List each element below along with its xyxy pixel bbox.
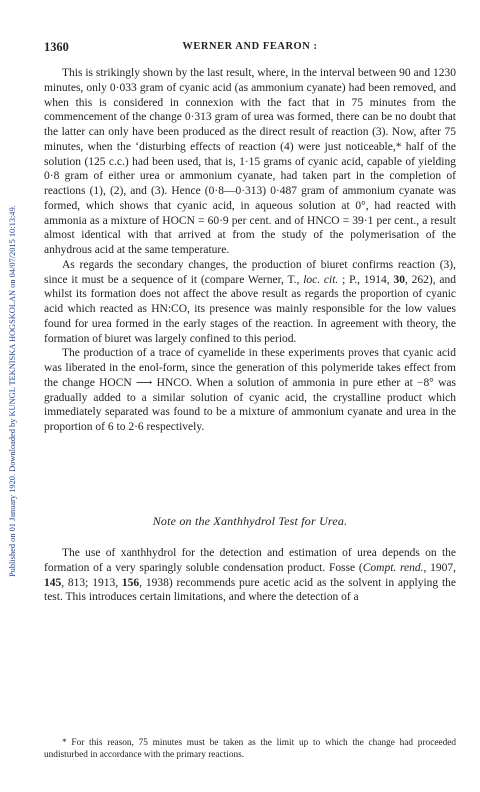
footnote: * For this reason, 75 minutes must be taken as the limit up to which the change had proceeded undisturbed in accordance with the primary reactions. [44, 738, 456, 760]
section-title: Note on the Xanthhydrol Test for Urea. [152, 514, 348, 528]
text-run: 30 [393, 273, 405, 286]
text-run: 145 [44, 576, 62, 589]
text-run: The production of a trace of cyamelide in these experiments proves that cyanic acid was liberated in the enol-form, since the generation of this polymeride takes effect from the change HOCN ⟶ HNCO. When a solution of ammonia in pure ether at −8° was gradually added to a similar solution of cyanic acid, the crystalline product which immediately separated was found to be a mixture of ammonium cyanate and urea in the proportion of 6 to 2·6 respectively. [44, 347, 456, 433]
section-body-text [44, 546, 456, 605]
paragraph [44, 546, 456, 605]
paragraph [44, 346, 456, 435]
text-run: As regards the secondary changes, the production of biuret confirms reaction (3), since it must be a sequence of it (compare Werner, T., [44, 258, 456, 286]
page-header [44, 40, 456, 56]
text-run: Compt. rend. [362, 561, 424, 574]
text-run: This is strikingly shown by the last result, where, in the interval between 90 and 1230 minutes, only 0·033 gram of cyanic acid (as ammonium cyanate) had been removed, and when this is considered in connexion with the fact that in 75 minutes from the commencement of the change 0·313 gram of urea was formed, there can be no doubt that the latter can only have been produced as the direct result of reaction (3). Now, after 75 minutes, when the ‘disturbing effects of reaction (4) were just noticeable,* half of the solution (125 c.c.) had been used, that is, 1·15 grams of cyanic acid, capable of yielding 0·8 gram of either urea or ammonium cyanate, had taken part in the completion of reactions (1), (2), and (3). Hence (0·8—0·313) 0·487 gram of ammonium cyanate was formed, which shows that cyanic acid, in aqueous solution at 0°, had reacted with ammonia as a mixture of HOCN = 60·9 per cent. and of HNCO = 39·1 per cent., a result almost identical with that arrived at from the study of the polymerisation of the anhydrous acid at the same temperature. [44, 67, 456, 256]
text-run: , 1938) recommends pure acetic acid as the solvent in applying the test. This introduces certain limitations, and where the detection of a [44, 576, 456, 604]
text-run: 156 [121, 576, 140, 589]
running-head: WERNER AND FEARON : [182, 41, 318, 52]
text-run: , 813; 1913, [61, 576, 122, 589]
paragraph [44, 258, 456, 347]
download-watermark: Published on 01 January 1920. Downloaded by KUNGL TEKNISKA HOGSKOLAN on 04/07/2015 10:13:49. [8, 205, 17, 577]
text-run: , 262), and whilst its formation does not affect the above result as regards the proportion of cyanic acid which reacted as HN:CO, its presence was mainly responsible for the low values found for urea formed in the early stages of the reaction. In agreement with theory, the formation of biuret was largely confined to this period. [44, 273, 457, 345]
text-run: ; P., 1914, [338, 273, 394, 286]
text-run: , 1907, [423, 561, 457, 574]
text-run: loc. cit. [303, 273, 339, 286]
text-run: The use of xanthhydrol for the detection and estimation of urea depends on the formation of a very sparingly soluble condensation product. Fosse ( [44, 547, 456, 574]
main-body-text [44, 66, 456, 435]
paragraph [44, 66, 456, 258]
page-number: 1360 [44, 40, 69, 54]
